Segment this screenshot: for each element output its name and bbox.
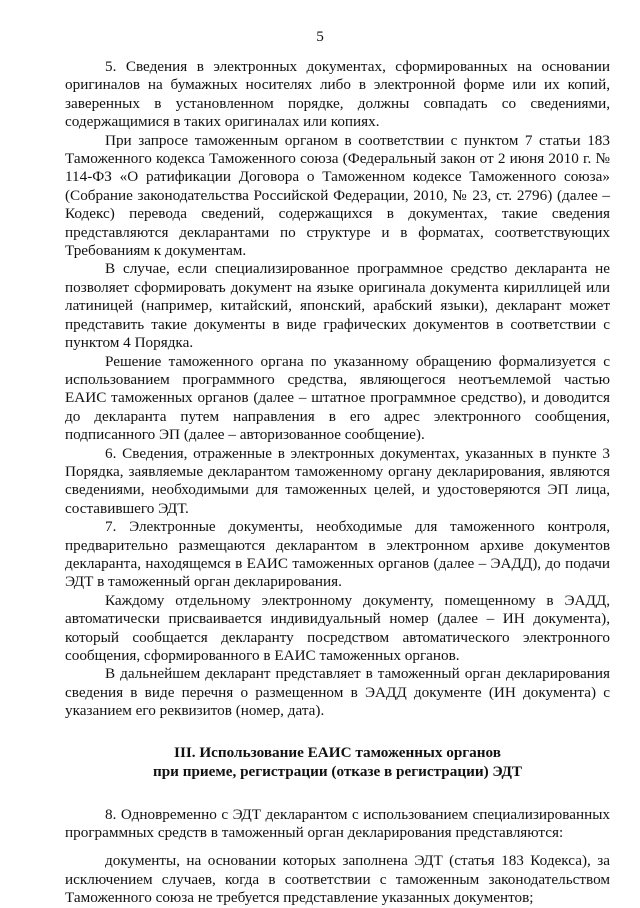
paragraph-document-list: В дальнейшем декларант представляет в таможенный орган декларирования сведения в виде перечня о размещенном в ЭАДД документе (ИН документа) с указанием его реквизитов (номер, дата). <box>65 665 610 720</box>
paragraph-translation-request: При запросе таможенным органом в соответствии с пунктом 7 статьи 183 Таможенного кодекса Таможенного союза (Федеральный закон от 2 июня 2010 г. № 114-ФЗ «О ратификации Договора о Таможенном кодексе Таможенного союза» (Собрание законодательства Российской Федерации, 2010, № 23, ст. 2796) (далее – Кодекс) перевода сведений, содержащихся в документах, такие сведения представляются декларантами по структуре и в форматах, соответствующих Требованиям к документам. <box>65 131 610 260</box>
section-heading-line-2: при приеме, регистрации (отказе в регистрации) ЭДТ <box>152 763 523 781</box>
section-heading-line-1: III. Использование ЕАИС таможенных органов <box>174 743 501 761</box>
paragraph-graphic-documents: В случае, если специализированное программное средство декларанта не позволяет сформировать документ на языке оригинала документа кириллицей или латиницей (например, китайский, японский, арабский языки), декларант может представить такие документы в виде графических документов в соответствии с пунктом 4 Порядка. <box>65 260 610 352</box>
paragraph-8: 8. Одновременно с ЭДТ декларантом с использованием специализированных программных средств в таможенный орган декларирования представляются: <box>65 805 610 842</box>
paragraph-customs-decision: Решение таможенного органа по указанному обращению формализуется с использованием программного средства, являющегося неотъемлемой частью ЕАИС таможенных органов (далее – штатное программное средство), и доводится до декларанта путем направления в его адрес электронного сообщения, подписанного ЭП (далее – авторизованное сообщение). <box>65 352 610 444</box>
paragraph-6: 6. Сведения, отраженные в электронных документах, указанных в пункте 3 Порядка, заявляемые декларантом таможенному органу декларирования, являются сведениями, необходимыми для таможенных целей, и удостоверяются ЭП лица, составившего ЭДТ. <box>65 444 610 517</box>
paragraph-7: 7. Электронные документы, необходимые для таможенного контроля, предварительно размещаются декларантом в электронном архиве документов декларанта, находящемся в ЕАИС таможенных органов (далее – ЭАДД), до подачи ЭДТ в таможенный орган декларирования. <box>65 518 610 591</box>
paragraph-5: 5. Сведения в электронных документах, сформированных на основании оригиналов на бумажных носителях либо в электронной форме или их копий, заверенных в установленном порядке, должны совпадать со сведениями, содержащимися в таких оригиналах или копиях. <box>65 58 610 131</box>
paragraph-8-item-documents: документы, на основании которых заполнена ЭДТ (статья 183 Кодекса), за исключением случаев, когда в соответствии с таможенным законодательством Таможенного союза не требуется представление указанных документов; <box>65 852 610 907</box>
document-body <box>65 58 610 908</box>
paragraph-document-number: Каждому отдельному электронному документу, помещенному в ЭАДД, автоматически присваивается индивидуальный номер (далее – ИН документа), который сообщается декларанту посредством автоматического электронного сообщения, сформированного в ЕАИС таможенных органов. <box>65 591 610 664</box>
page-number: 5 <box>316 28 324 45</box>
